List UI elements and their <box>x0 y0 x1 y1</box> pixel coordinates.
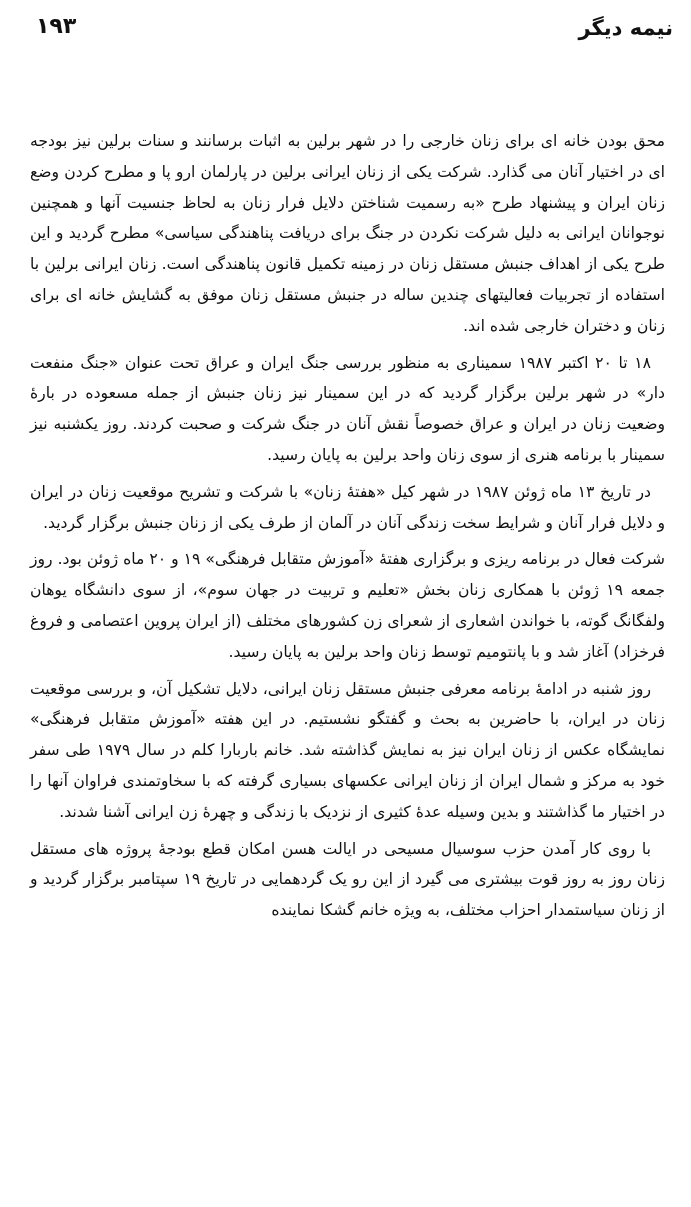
paragraph: روز شنبه در ادامهٔ برنامه معرفی جنبش مستقل زنان ایرانی، دلایل تشکیل آن، و بررسی موقعیت زنان در ایران، با حاضرین به بحث و گفتگو نشستیم. در این هفته «آموزش متقابل فرهنگی» نمایشگاه عکس از زنان ایران نیز به نمایش گذاشته شد. خانم باربارا کلم در سال ۱۹۷۹ طی سفر خود به مرکز و شمال ایران از زنان ایرانی عکسهای بسیاری گرفته که با سخاوتمندی فراوان آنها را در اختیار ما گذاشتند و بدین وسیله عدهٔ کثیری از نزدیک با زندگی و چهرهٔ زن ایرانی آشنا شدند. <box>30 679 665 821</box>
running-header-title: نیمه دیگر <box>578 16 673 40</box>
body-text <box>30 126 665 932</box>
paragraph: محق بودن خانه ای برای زنان خارجی را در شهر برلین به اثبات برسانند و سنات برلین نیز بودجه ای در اختیار آنان می گذارد. شرکت یکی از زنان ایرانی برلین در پارلمان ارو پا و مطرح کردن وضع زنان ایران و پیشنهاد طرح «به رسمیت شناختن دلایل فرار زنان به لحاظ جنسیت آنها و همچنین نوجوانان ایرانی به دلیل شرکت نکردن در جنگ برای دریافت پناهندگی سیاسی» مطرح گردید و این طرح یکی از اهداف جنبش مستقل زنان در زمینه تکمیل قانون پناهندگی است. زنان ایرانی برلین با استفاده از تجربیات فعالیتهای چندین ساله در جنبش مستقل زنان موفق به گشایش خانه ای برای زنان و دختران خارجی شده اند. <box>30 132 665 335</box>
paragraph: با روی کار آمدن حزب سوسیال مسیحی در ایالت هسن امکان قطع بودجهٔ پروژه های مستقل زنان روز به روز قوت بیشتری می گیرد از این رو یک گردهمایی در تاریخ ۱۹ سپتامبر برگزار گردید و از زنان سیاستمدار احزاب مختلف، به ویژه خانم گشکا نماینده <box>30 839 665 920</box>
paragraph: در تاریخ ۱۳ ماه ژوئن ۱۹۸۷ در شهر کیل «هفتهٔ زنان» با شرکت و تشریح موقعیت زنان در ایران و دلایل فرار آنان و شرایط سخت زندگی آنان در آلمان از طرف یکی از زنان جنبش برگزار گردید. <box>30 482 665 532</box>
page-number: ۱۹۳ <box>36 14 77 39</box>
paragraph: شرکت فعال در برنامه ریزی و برگزاری هفتهٔ «آموزش متقابل فرهنگی» ۱۹ و ۲۰ ماه ژوئن بود. روز جمعه ۱۹ ژوئن با همکاری زنان بخش «تعلیم و تربیت در جهان سوم»، از سوی دانشگاه یوهان ولفگانگ گوته، با خواندن اشعاری از شعرای زن کشورهای مختلف (از ایران پروین اعتصامی و فروغ فرخزاد) آغاز شد و با پانتومیم توسط زنان واحد برلین به پایان رسید. <box>30 550 665 661</box>
paragraph: ۱۸ تا ۲۰ اکتبر ۱۹۸۷ سمیناری به منظور بررسی جنگ ایران و عراق تحت عنوان «جنگ منفعت دار» در شهر برلین برگزار گردید که در این سمینار نیز زنان جنبش از جمله مسعوده در بارهٔ وضعیت زنان در ایران و عراق خصوصاً نقش آنان در جنگ شرکت و صحبت کردند. روز یکشنبه نیز سمینار با برنامه هنری از سوی زنان واحد برلین به پایان رسید. <box>30 353 665 464</box>
